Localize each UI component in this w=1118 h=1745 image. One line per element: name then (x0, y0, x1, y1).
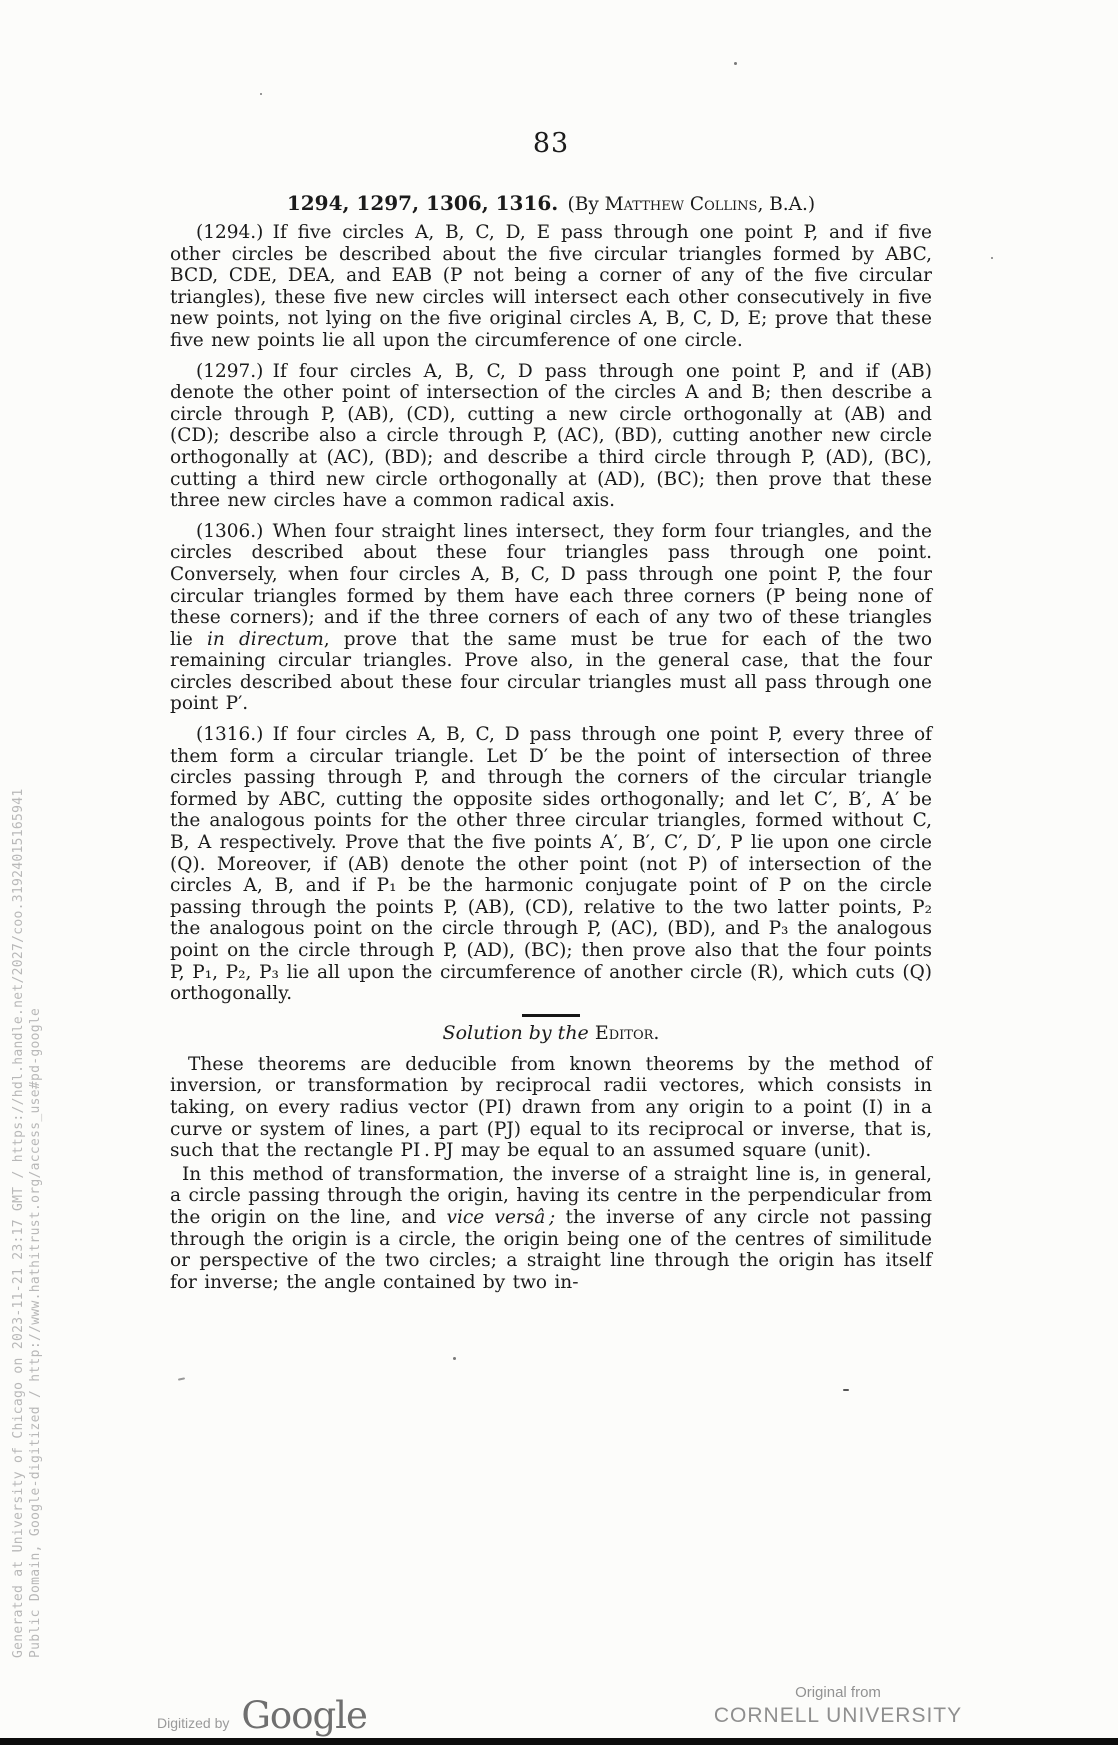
problem-1294: (1294.) If five circles A, B, C, D, E pass through one point P, and if five other circles be described about the five circular triangles formed by ABC, BCD, CDE, DEA, and EAB (P not being a corner of any of the five circular triangles), these five new circles will intersect each other consecutively in five new points, not lying on the five original circles A, B, C, D, E; prove that these five new points lie all upon the circumference of one circle. (170, 222, 932, 351)
watermark-line-2: Public Domain, Google-digitized / http://www.hathitrust.org/access_use#pd-google (28, 1007, 43, 1658)
institution-name: CORNELL UNIVERSITY (713, 1704, 963, 1727)
google-logo: Google (241, 1694, 367, 1737)
original-from-label: Original from (795, 1684, 881, 1701)
scan-edge-bar (0, 1738, 1118, 1745)
digitized-by-google (157, 1694, 367, 1737)
digitized-by-label: Digitized by (157, 1715, 230, 1731)
ink-speck (991, 257, 993, 259)
original-from-block (713, 1684, 963, 1728)
ink-speck (843, 1389, 849, 1391)
problem-1316: (1316.) If four circles A, B, C, D pass through one point P, every three of them form a circular triangle. Let D′ be the point of intersection of three circles passing through P, and through the corners of the circular triangle formed by ABC, cutting the opposite sides orthogonally; and let C′, B′, A′ be the analogous points for the other three circular triangles, formed without C, B, A respectively. Prove that the five points A′, B′, C′, D′, P lie upon one circle (Q). Moreover, if (AB) denote the other point (not P) of intersection of the circles A, B, and if P₁ be the harmonic conjugate point of P on the circle passing through the points P, (AB), (CD), relative to the two latter points, P₂ the analogous point on the circle through P, (AC), (BD), and P₃ the analogous point on the circle through P, (AD), (BC); then prove also that the four points P, P₁, P₂, P₃ lie all upon the circumference of another circle (R), which cuts (Q) orthogonally. (170, 724, 932, 1005)
solution-par-2: In this method of transformation, the inverse of a straight line is, in general, a circle passing through the origin, having its centre in the perpendicular from the origin on the line, and vice versâ ; the inverse of any circle not passing through the origin is a circle, the origin being one of the centres of similitude or perspective of the two circles; a straight line through the origin has itself for inverse; the angle contained by two in- (170, 1163, 932, 1293)
watermark-line-1: Generated at University of Chicago on 2023-11-21 23:17 GMT / https://hdl.handle.net/2027/coo.31924015165941 (11, 788, 26, 1658)
ink-speck (178, 1377, 185, 1380)
ink-speck (453, 1357, 456, 1360)
ink-speck (734, 62, 737, 65)
ink-speck (260, 93, 262, 95)
page-text-column (170, 128, 932, 1293)
page-number: 83 (532, 128, 570, 159)
solution-par-1: These theorems are deducible from known theorems by the method of inversion, or transformation by reciprocal radii vectores, which consists in taking, on every radius vector (PI) drawn from any origin to a point (I) in a curve or system of lines, a part (PJ) equal to its reciprocal or inverse, that is, such that the rectangle PI . PJ may be equal to an assumed square (unit). (170, 1053, 932, 1162)
problem-1306: (1306.) When four straight lines intersect, they form four triangles, and the circles described about these four triangles pass through one point. Conversely, when four circles A, B, C, D pass through one point P, the four circular triangles formed by them have each three corners (P being none of these corners); and if the three corners of each of any two of these triangles lie in directum, prove that the same must be true for each of the two remaining circular triangles. Prove also, in the general case, that the four circles described about these four circular triangles must all pass through one point P′. (170, 520, 932, 715)
hathitrust-watermark (10, 788, 44, 1658)
section-divider-rule (522, 1014, 580, 1017)
problem-title: 1294, 1297, 1306, 1316. (By Matthew Collins, B.A.) (286, 191, 816, 215)
solution-heading: Solution by the Editor. (442, 1021, 660, 1044)
problem-1297: (1297.) If four circles A, B, C, D pass through one point P, and if (AB) denote the other point of intersection of the circles A and B; then describe a circle through P, (AB), (CD), cutting a new circle orthogonally at (AB) and (CD); describe also a circle through P, (AC), (BD), cutting another new circle orthogonally at (AC), (BD); and describe a third circle through P, (AD), (BC), cutting a third new circle orthogonally at (AD), (BC); then prove that these three new circles have a common radical axis. (170, 360, 932, 512)
